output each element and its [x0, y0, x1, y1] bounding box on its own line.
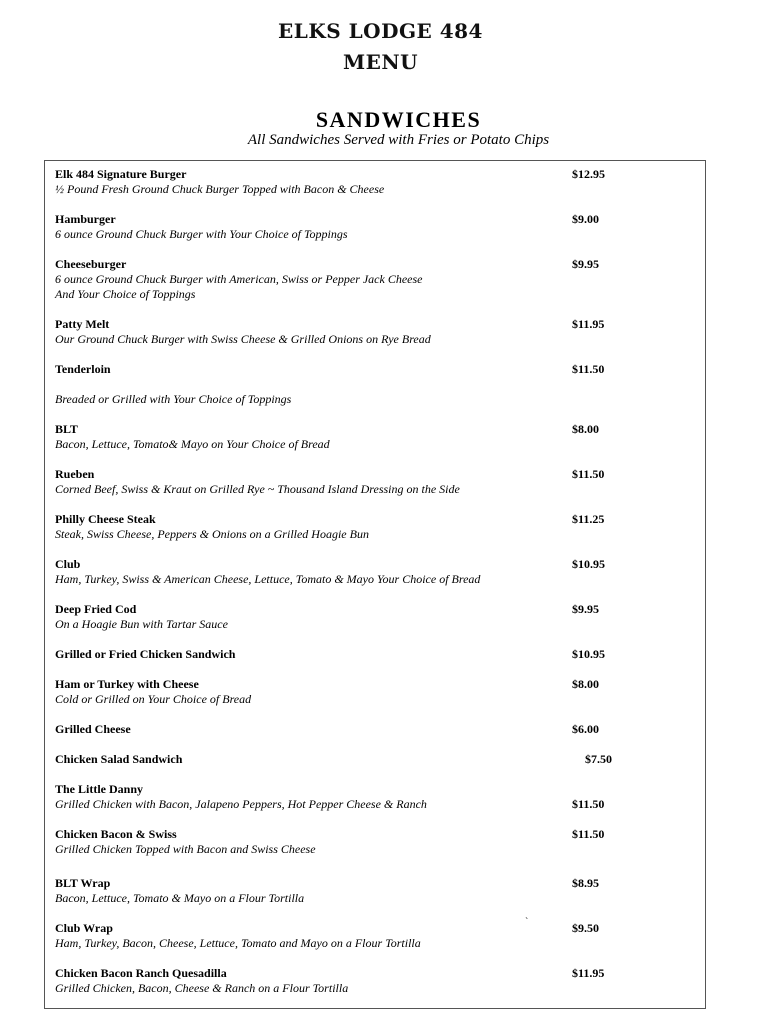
menu-item-name: Club	[55, 557, 81, 571]
menu-item-name: Grilled Cheese	[55, 722, 131, 736]
menu-item-name: Cheeseburger	[55, 257, 127, 271]
stray-mark: `	[525, 917, 529, 928]
menu-header-title: ELKS LODGE 484	[278, 19, 483, 43]
menu-item-price: $9.50	[572, 921, 599, 935]
section-title: SANDWICHES	[315, 107, 482, 132]
menu-item-name: Chicken Bacon Ranch Quesadilla	[55, 966, 227, 980]
menu-item-name: Club Wrap	[55, 921, 113, 935]
menu-item-name: The Little Danny	[55, 782, 144, 796]
menu-item-description: Ham, Turkey, Bacon, Cheese, Lettuce, Tomato and Mayo on a Flour Tortilla	[55, 936, 421, 950]
menu-item-price: $9.95	[572, 602, 599, 616]
menu-item-description: Bacon, Lettuce, Tomato & Mayo on a Flour Tortilla	[55, 891, 305, 905]
menu-item-description: And Your Choice of Toppings	[55, 287, 196, 301]
menu-item-price: $11.50	[572, 362, 605, 376]
menu-item-name: Grilled or Fried Chicken Sandwich	[55, 647, 236, 661]
menu-item-name: Deep Fried Cod	[55, 602, 137, 616]
menu-item-name: Chicken Salad Sandwich	[55, 752, 183, 766]
menu-item-description: Corned Beef, Swiss & Kraut on Grilled Rye ~ Thousand Island Dressing on the Side	[55, 482, 460, 496]
menu-item-name: BLT	[55, 422, 78, 436]
menu-item-description: 6 ounce Ground Chuck Burger with American, Swiss or Pepper Jack Cheese	[55, 272, 423, 286]
menu-item-price: $11.95	[572, 317, 605, 331]
menu-item-description: Grilled Chicken with Bacon, Jalapeno Peppers, Hot Pepper Cheese & Ranch	[55, 797, 427, 811]
section-subtitle: All Sandwiches Served with Fries or Potato Chips	[247, 132, 550, 148]
menu-item-price: $12.95	[572, 167, 605, 181]
menu-item-name: Philly Cheese Steak	[55, 512, 156, 526]
menu-item-description: Steak, Swiss Cheese, Peppers & Onions on a Grilled Hoagie Bun	[55, 527, 369, 541]
menu-item-description: Cold or Grilled on Your Choice of Bread	[55, 692, 252, 706]
menu-item-name: Chicken Bacon & Swiss	[55, 827, 177, 841]
menu-item-description: Grilled Chicken Topped with Bacon and Swiss Cheese	[55, 842, 316, 856]
menu-item-price: $10.95	[572, 647, 605, 661]
menu-item-description: Grilled Chicken, Bacon, Cheese & Ranch on a Flour Tortilla	[55, 981, 349, 995]
menu-item-description: Ham, Turkey, Swiss & American Cheese, Lettuce, Tomato & Mayo Your Choice of Bread	[55, 572, 481, 586]
menu-item-price: $11.50	[572, 827, 605, 841]
menu-item-description: Our Ground Chuck Burger with Swiss Cheese & Grilled Onions on Rye Bread	[55, 332, 431, 346]
menu-item-price: $11.50	[572, 467, 605, 481]
menu-item-price: $8.00	[572, 677, 599, 691]
menu-header-subtitle: MENU	[342, 50, 419, 74]
menu-item-description: ½ Pound Fresh Ground Chuck Burger Topped with Bacon & Cheese	[55, 182, 385, 196]
menu-item-name: Rueben	[55, 467, 95, 481]
menu-item-price: $6.00	[572, 722, 599, 736]
menu-items-box	[44, 160, 706, 1009]
menu-item-name: BLT Wrap	[55, 876, 111, 890]
menu-item-description: Breaded or Grilled with Your Choice of Toppings	[55, 392, 292, 406]
menu-item-price: $8.00	[572, 422, 599, 436]
menu-item-description: Bacon, Lettuce, Tomato& Mayo on Your Choice of Bread	[55, 437, 330, 451]
menu-item-description: On a Hoagie Bun with Tartar Sauce	[55, 617, 228, 631]
menu-item-price: $11.95	[572, 966, 605, 980]
menu-item-price: $10.95	[572, 557, 605, 571]
menu-item-name: Ham or Turkey with Cheese	[55, 677, 199, 691]
menu-item-price: $7.50	[585, 752, 612, 766]
menu-item-price: $8.95	[572, 876, 599, 890]
menu-item-price: $9.95	[572, 257, 599, 271]
menu-item-price: $9.00	[572, 212, 599, 226]
menu-item-name: Patty Melt	[55, 317, 110, 331]
menu-item-name: Hamburger	[55, 212, 116, 226]
menu-item-name: Tenderloin	[55, 362, 111, 376]
menu-item-price: $11.50	[572, 797, 605, 811]
menu-item-price: $11.25	[572, 512, 605, 526]
menu-item-description: 6 ounce Ground Chuck Burger with Your Choice of Toppings	[55, 227, 348, 241]
menu-item-name: Elk 484 Signature Burger	[55, 167, 187, 181]
